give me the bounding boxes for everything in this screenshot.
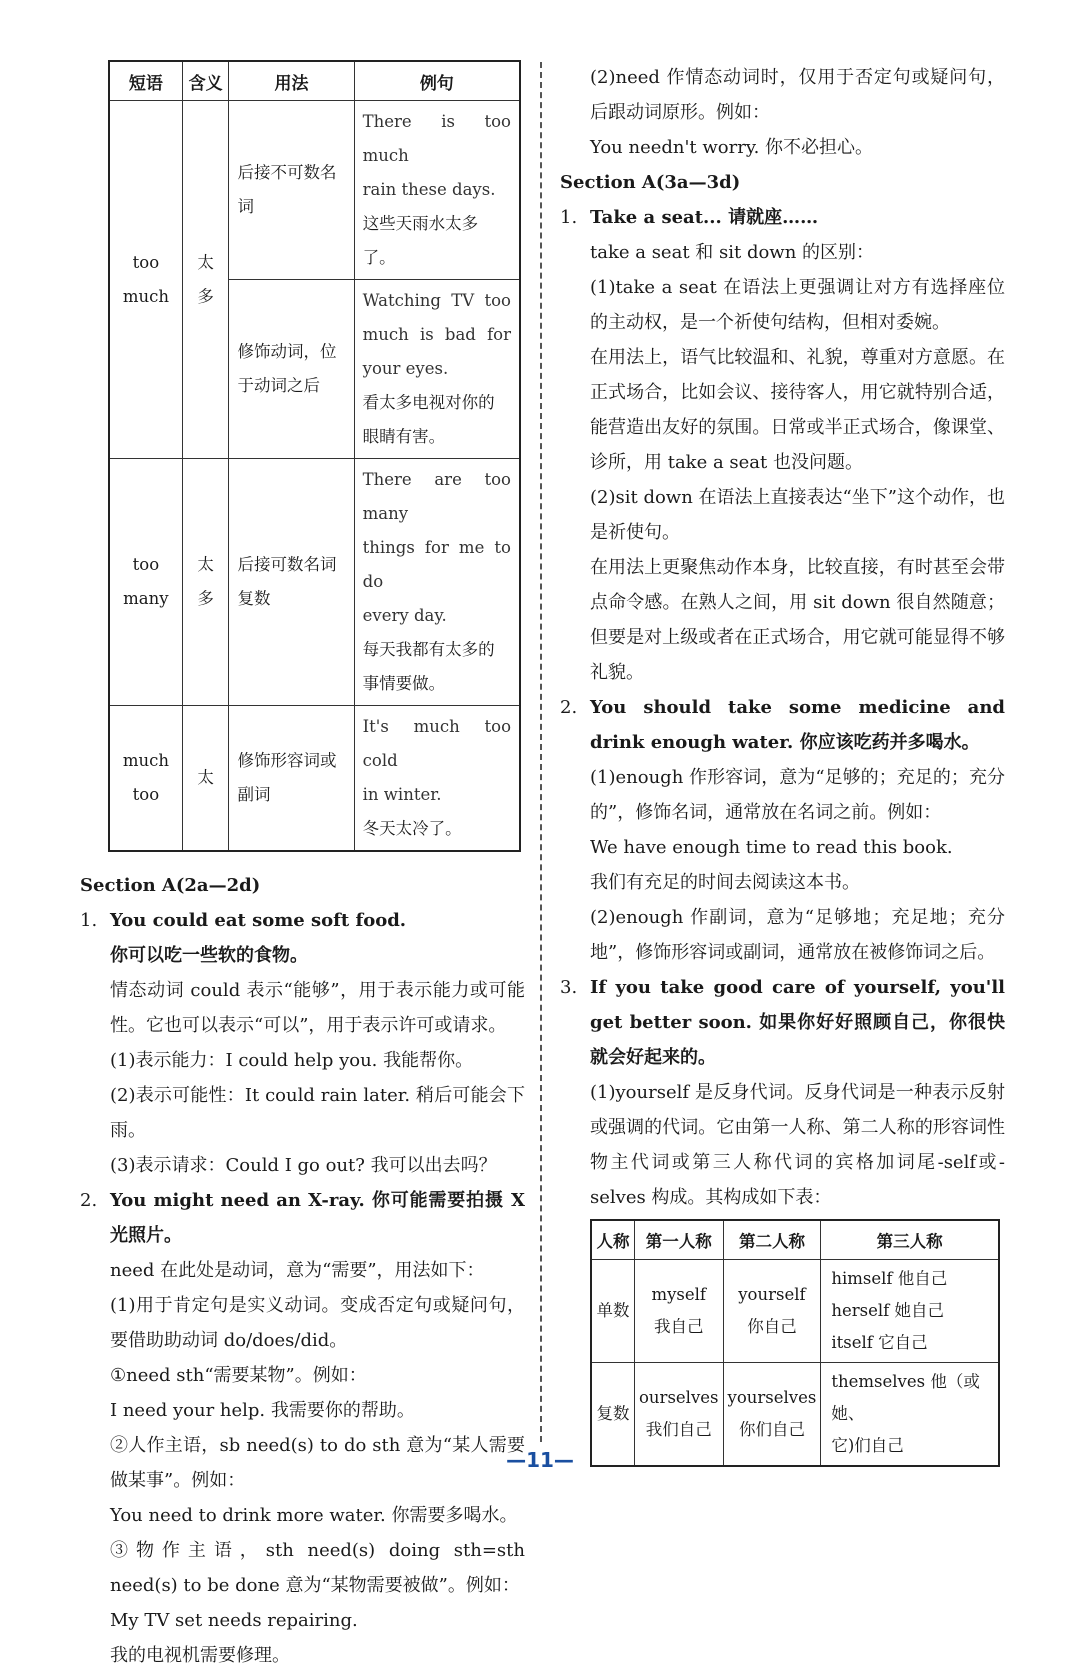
item-line: 我们有充足的时间去阅读这本书。: [590, 872, 860, 893]
item-line: 你可以吃一些软的食物。: [110, 945, 308, 966]
table-row: [109, 459, 520, 706]
item-line: (2)sit down 在语法上直接表达“坐下”这个动作，也是祈使句。: [590, 487, 1005, 543]
item-line: (1)用于肯定句是实义动词。变成否定句或疑问句，要借助助动词 do/does/did。: [110, 1295, 525, 1351]
example-cell: There are too many things for me to do every day. 每天我都有太多的 事情要做。: [354, 459, 520, 706]
left-column: [80, 60, 525, 1673]
section-title-3a-3d: Section A(3a—3d): [560, 172, 741, 193]
item-number: 1.: [80, 910, 98, 931]
list-item: [560, 690, 1005, 970]
right-column: [560, 60, 1005, 1467]
header-first-person: 第一人称: [635, 1220, 724, 1260]
header-example: 例句: [354, 61, 520, 101]
list-item: [80, 903, 525, 1183]
item-line: (1)表示能力：I could help you. 我能帮你。: [110, 1050, 474, 1071]
item-title: You could eat some soft food.: [110, 910, 407, 931]
column-divider: [540, 62, 542, 1442]
item-line: (1)yourself 是反身代词。反身代词是一种表示反射或强调的代词。它由第一人称、第二人称的形容词性物主代词或第三人称代词的宾格加词尾-self或-selves 构成。其构成如下表：: [590, 1082, 1005, 1208]
item-line: 在用法上更聚焦动作本身，比较直接，有时甚至会带点命令感。在熟人之间，用 sit down 很自然随意；但要是对上级或者在正式场合，用它就可能显得不够礼貌。: [590, 557, 1005, 683]
header-meaning: 含义: [182, 61, 229, 101]
phrase-much-too: much too: [109, 706, 182, 852]
row-label-plural: 复数: [591, 1363, 635, 1467]
item-line: (1)take a seat 在语法上更强调让对方有选择座位的主动权，是一个祈使句结构，但相对委婉。: [590, 277, 1005, 333]
item-line: ②人作主语，sb need(s) to do sth 意为“某人需要做某事”。例如：: [110, 1435, 525, 1491]
list-item: [560, 970, 1005, 1215]
cell-second-plural: yourselves 你们自己: [723, 1363, 821, 1467]
item-title: You might need an X-ray. 你可能需要拍摄 X 光照片。: [110, 1190, 525, 1246]
cell-third-singular: himself 他自己 herself 她自己 itself 它自己: [821, 1260, 999, 1363]
item-line: My TV set needs repairing.: [110, 1610, 358, 1631]
usage-cell: 后接可数名词复数: [229, 459, 354, 706]
item-line: take a seat 和 sit down 的区别：: [590, 242, 875, 263]
intro-line: (2)need 作情态动词时，仅用于否定句或疑问句，后跟动词原形。例如：: [590, 67, 1005, 123]
usage-cell: 修饰动词，位于动词之后: [229, 280, 354, 459]
item-title: You should take some medicine and drink enough water. 你应该吃药并多喝水。: [590, 697, 1005, 753]
header-person: 人称: [591, 1220, 635, 1260]
section-title-2a-2d: Section A(2a—2d): [80, 875, 261, 896]
cell-first-singular: myself 我自己: [635, 1260, 724, 1363]
table-row: [591, 1260, 999, 1363]
table-row: [109, 101, 520, 280]
item-line: (1)enough 作形容词，意为“足够的；充足的；充分的”，修饰名词，通常放在名词之前。例如：: [590, 767, 1005, 823]
cell-second-singular: yourself 你自己: [723, 1260, 821, 1363]
phrase-too-many: too many: [109, 459, 182, 706]
usage-cell: 修饰形容词或副词: [229, 706, 354, 852]
example-cell: There is too much rain these days. 这些天雨水太多了。: [354, 101, 520, 280]
phrase-too-much: too much: [109, 101, 182, 459]
meaning-cell: 太: [182, 706, 229, 852]
cell-third-plural: themselves 他（或 她、 它)们自己: [821, 1363, 999, 1467]
header-third-person: 第三人称: [821, 1220, 999, 1260]
item-title: Take a seat... 请就座……: [590, 207, 819, 228]
item-line: 在用法上，语气比较温和、礼貌，尊重对方意愿。在正式场合，比如会议、接待客人，用它就特别合适，能营造出友好的氛围。日常或半正式场合，像课堂、诊所，用 take a seat 也没问题。: [590, 347, 1005, 473]
list-item: [560, 200, 1005, 690]
example-cell: Watching TV too much is bad for your eyes. 看太多电视对你的 眼睛有害。: [354, 280, 520, 459]
item-line: 我的电视机需要修理。: [110, 1645, 290, 1666]
usage-cell: 后接不可数名词: [229, 101, 354, 280]
item-line: ③物作主语，sth need(s) doing sth=sth need(s) to be done 意为“某物需要被做”。例如：: [110, 1540, 525, 1596]
item-number: 3.: [560, 977, 578, 998]
item-line: (2)表示可能性：It could rain later. 稍后可能会下雨。: [110, 1085, 525, 1141]
item-line: (3)表示请求：Could I go out? 我可以出去吗？: [110, 1155, 497, 1176]
item-line: 情态动词 could 表示“能够”，用于表示能力或可能性。它也可以表示“可以”，用于表示许可或请求。: [110, 980, 525, 1036]
item-line: We have enough time to read this book.: [590, 837, 953, 858]
meaning-cell: 太多: [182, 459, 229, 706]
row-label-singular: 单数: [591, 1260, 635, 1363]
item-title: If you take good care of yourself, you'll get better soon. 如果你好好照顾自己，你很快就会好起来的。: [590, 977, 1005, 1068]
item-line: You need to drink more water. 你需要多喝水。: [110, 1505, 518, 1526]
item-number: 2.: [80, 1190, 98, 1211]
reflexive-pronoun-table: [590, 1219, 1000, 1467]
item-line: I need your help. 我需要你的帮助。: [110, 1400, 415, 1421]
item-number: 1.: [560, 207, 578, 228]
item-number: 2.: [560, 697, 578, 718]
header-phrase: 短语: [109, 61, 182, 101]
item-line: ①need sth“需要某物”。例如：: [110, 1365, 367, 1386]
example-cell: It's much too cold in winter. 冬天太冷了。: [354, 706, 520, 852]
table-row: [109, 706, 520, 852]
item-line: need 在此处是动词，意为“需要”，用法如下：: [110, 1260, 485, 1281]
header-second-person: 第二人称: [723, 1220, 821, 1260]
meaning-cell: 太多: [182, 101, 229, 459]
item-line: (2)enough 作副词，意为“足够地；充足地；充分地”，修饰形容词或副词，通常放在被修饰词之后。: [590, 907, 1005, 963]
header-usage: 用法: [229, 61, 354, 101]
intro-line: You needn't worry. 你不必担心。: [590, 137, 874, 158]
list-item: [80, 1183, 525, 1673]
cell-first-plural: ourselves 我们自己: [635, 1363, 724, 1467]
page-number: —11—: [506, 1448, 574, 1472]
too-much-usage-table: [108, 60, 521, 852]
